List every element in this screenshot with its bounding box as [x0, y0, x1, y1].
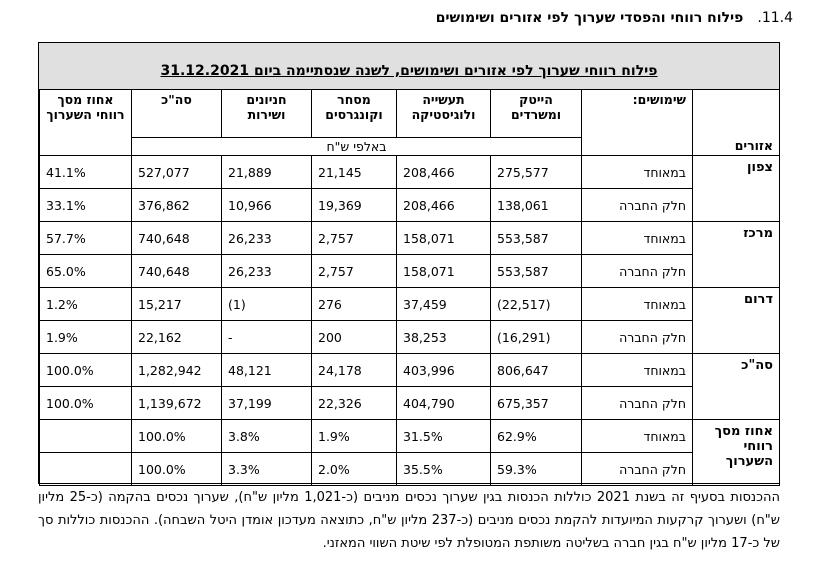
- row-label: במאוחד: [582, 156, 693, 189]
- unit-row: [40, 138, 780, 156]
- table-row: [40, 453, 780, 486]
- section-number: 11.4.: [757, 10, 793, 26]
- cell-pct: 100.0%: [40, 387, 132, 420]
- col-header-parking: חניונים ושירות: [222, 90, 312, 138]
- cell-parking: 21,889: [222, 156, 312, 189]
- cell-commerce: 276: [312, 288, 397, 321]
- col-header-commerce: מסחר וקונגרסים: [312, 90, 397, 138]
- cell-pct: 100.0%: [40, 354, 132, 387]
- section-title: פילוח רווחי והפסדי שערוך לפי אזורים ושימושים: [435, 10, 744, 26]
- cell-total: 527,077: [132, 156, 222, 189]
- cell-hitech: 675,357: [491, 387, 582, 420]
- cell-commerce: 19,369: [312, 189, 397, 222]
- cell-total: 100.0%: [132, 420, 222, 453]
- revaluation-table: [39, 89, 780, 486]
- col-header-industry: תעשייה ולוגיסטיקה: [397, 90, 491, 138]
- cell-parking: 3.8%: [222, 420, 312, 453]
- table-row: [40, 288, 780, 321]
- cell-commerce: 2,757: [312, 255, 397, 288]
- row-label: במאוחד: [582, 354, 693, 387]
- cell-pct: [40, 453, 132, 486]
- header-row: [40, 90, 780, 138]
- cell-industry: 158,071: [397, 222, 491, 255]
- cell-parking: 48,121: [222, 354, 312, 387]
- cell-parking: 26,233: [222, 255, 312, 288]
- section-heading: [436, 10, 793, 26]
- cell-commerce: 22,326: [312, 387, 397, 420]
- region-label: סה"כ: [693, 354, 780, 420]
- col-header-regions: אזורים: [693, 90, 780, 156]
- cell-total: 740,648: [132, 222, 222, 255]
- table-row: [40, 420, 780, 453]
- table-row: [40, 255, 780, 288]
- table-row: [40, 156, 780, 189]
- cell-hitech: 138,061: [491, 189, 582, 222]
- cell-industry: 208,466: [397, 156, 491, 189]
- row-label: במאוחד: [582, 420, 693, 453]
- cell-hitech: (16,291): [491, 321, 582, 354]
- cell-commerce: 1.9%: [312, 420, 397, 453]
- cell-hitech: 553,587: [491, 255, 582, 288]
- table-title-bar: [39, 43, 779, 90]
- row-label: חלק החברה: [582, 189, 693, 222]
- cell-industry: 158,071: [397, 255, 491, 288]
- cell-hitech: 806,647: [491, 354, 582, 387]
- cell-pct: 1.9%: [40, 321, 132, 354]
- row-label: חלק החברה: [582, 255, 693, 288]
- table-frame: [38, 42, 780, 484]
- region-label: צפון: [693, 156, 780, 222]
- cell-hitech: (22,517): [491, 288, 582, 321]
- table-row: [40, 387, 780, 420]
- cell-total: 15,217: [132, 288, 222, 321]
- cell-parking: 37,199: [222, 387, 312, 420]
- cell-commerce: 2.0%: [312, 453, 397, 486]
- cell-parking: (1): [222, 288, 312, 321]
- cell-industry: 37,459: [397, 288, 491, 321]
- cell-commerce: 21,145: [312, 156, 397, 189]
- cell-industry: 38,253: [397, 321, 491, 354]
- cell-parking: 10,966: [222, 189, 312, 222]
- cell-hitech: 275,577: [491, 156, 582, 189]
- region-label: מרכז: [693, 222, 780, 288]
- col-header-total: סה"כ: [132, 90, 222, 138]
- table-row: [40, 321, 780, 354]
- cell-pct: 1.2%: [40, 288, 132, 321]
- cell-industry: 35.5%: [397, 453, 491, 486]
- col-header-hitech: הייטק ומשרדים: [491, 90, 582, 138]
- table-row: [40, 354, 780, 387]
- cell-industry: 208,466: [397, 189, 491, 222]
- table-title: פילוח רווחי שערוך לפי אזורים ושימושים, לשנה שנסתיימה ביום 31.12.2021: [160, 63, 658, 79]
- cell-total: 376,862: [132, 189, 222, 222]
- cell-total: 1,282,942: [132, 354, 222, 387]
- cell-industry: 403,996: [397, 354, 491, 387]
- cell-pct: 41.1%: [40, 156, 132, 189]
- cell-total: 1,139,672: [132, 387, 222, 420]
- cell-pct: [40, 420, 132, 453]
- row-label: חלק החברה: [582, 453, 693, 486]
- cell-industry: 31.5%: [397, 420, 491, 453]
- footnote: ההכנסות בסעיף זה בשנת 2021 כוללות הכנסות בגין שערוך נכסים מניבים (כ-1,021 מליון ש"ח), שערוך נכסים בהקמה (כ-25 מליון ש"ח) ושערוך קרקעות המיועדות להקמת נכסים מניבים (כ-237 מליון ש"ח, כתוצאה מעדכון אומדן היטל השבחה). ההכנסות כוללות סך של כ-17 מליון ש"ח בגין חברה בשליטה משותפת המטופלת לפי שיטת השווי המאזני.: [38, 490, 781, 551]
- cell-pct: 65.0%: [40, 255, 132, 288]
- row-label: במאוחד: [582, 288, 693, 321]
- unit-label: באלפי ש"ח: [132, 138, 582, 156]
- row-label: חלק החברה: [582, 387, 693, 420]
- table-row: [40, 189, 780, 222]
- cell-commerce: 24,178: [312, 354, 397, 387]
- cell-parking: 3.3%: [222, 453, 312, 486]
- cell-commerce: 2,757: [312, 222, 397, 255]
- region-label: דרום: [693, 288, 780, 354]
- cell-pct: 33.1%: [40, 189, 132, 222]
- cell-total: 22,162: [132, 321, 222, 354]
- cell-hitech: 62.9%: [491, 420, 582, 453]
- cell-commerce: 200: [312, 321, 397, 354]
- cell-hitech: 553,587: [491, 222, 582, 255]
- row-label: במאוחד: [582, 222, 693, 255]
- col-header-pct: אחוז מסך רווחי השערוך: [40, 90, 132, 156]
- cell-total: 100.0%: [132, 453, 222, 486]
- row-label: חלק החברה: [582, 321, 693, 354]
- cell-industry: 404,790: [397, 387, 491, 420]
- cell-pct: 57.7%: [40, 222, 132, 255]
- table-row: [40, 222, 780, 255]
- region-label: אחוז מסך רווחי השערוך: [693, 420, 780, 486]
- cell-total: 740,648: [132, 255, 222, 288]
- cell-parking: -: [222, 321, 312, 354]
- cell-parking: 26,233: [222, 222, 312, 255]
- unit-blank: [582, 138, 693, 156]
- col-header-uses: שימושים:: [582, 90, 693, 138]
- cell-hitech: 59.3%: [491, 453, 582, 486]
